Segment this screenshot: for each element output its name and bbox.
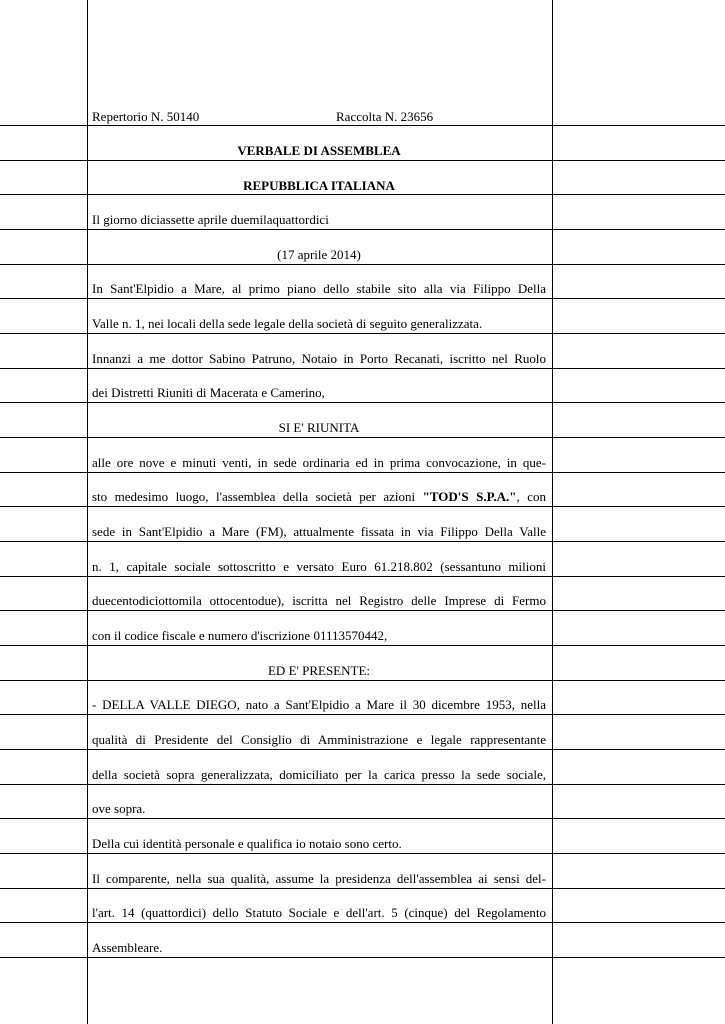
document-title: VERBALE DI ASSEMBLEA	[237, 143, 401, 158]
text-line: della società sopra generalizzata, domiciliato per la carica presso la sede sociale,	[92, 767, 546, 782]
text-line: n. 1, capitale sociale sottoscritto e versato Euro 61.218.802 (sessantuno milioni	[92, 559, 546, 574]
text-line: - DELLA VALLE DIEGO, nato a Sant'Elpidio a Mare il 30 dicembre 1953, nella	[92, 697, 546, 712]
text-segment: , con	[516, 489, 547, 504]
republic-heading: REPUBBLICA ITALIANA	[243, 178, 395, 193]
text-line: Della cui identità personale e qualifica io notaio sono certo.	[92, 836, 402, 851]
text-line: Il giorno diciassette aprile duemilaquattordici	[92, 212, 329, 227]
text-line: Valle n. 1, nei locali della sede legale della società di seguito generalizzata.	[92, 316, 483, 331]
text-segment: sto medesimo luogo, l'assemblea della società per azioni	[92, 489, 416, 504]
left-margin-line	[87, 0, 88, 1024]
section-heading: ED E' PRESENTE:	[267, 663, 370, 678]
repertorio-number: Repertorio N. 50140	[92, 109, 200, 124]
text-line: duecentodiciottomila ottocentodue), iscritta nel Registro delle Imprese di Fermo	[92, 593, 546, 608]
text-line: alle ore nove e minuti venti, in sede ordinaria ed in prima convocazione, in que-	[92, 455, 546, 470]
text-line: sede in Sant'Elpidio a Mare (FM), attualmente fissata in via Filippo Della Valle	[92, 524, 546, 539]
right-margin-line	[552, 0, 553, 1024]
header-row	[92, 106, 546, 128]
text-line	[92, 486, 546, 508]
text-line: In Sant'Elpidio a Mare, al primo piano dello stabile sito alla via Filippo Della	[92, 281, 546, 296]
text-line: con il codice fiscale e numero d'iscrizione 01113570442,	[92, 628, 388, 643]
text-line: Assembleare.	[92, 940, 163, 955]
text-line: Il comparente, nella sua qualità, assume la presidenza dell'assemblea ai sensi del-	[92, 871, 546, 886]
raccolta-number: Raccolta N. 23656	[336, 109, 434, 124]
text-line: (17 aprile 2014)	[277, 247, 361, 262]
text-line: ove sopra.	[92, 801, 146, 816]
text-line: qualità di Presidente del Consiglio di Amministrazione e legale rappresentante	[92, 732, 546, 747]
company-name: "TOD'S S.P.A."	[422, 489, 517, 504]
text-line: Innanzi a me dottor Sabino Patruno, Notaio in Porto Recanati, iscritto nel Ruolo	[92, 351, 546, 366]
text-line: dei Distretti Riuniti di Macerata e Camerino,	[92, 385, 325, 400]
section-heading: SI E' RIUNITA	[278, 420, 360, 435]
text-line: l'art. 14 (quattordici) dello Statuto Sociale e dell'art. 5 (cinque) del Regolamento	[92, 905, 546, 920]
